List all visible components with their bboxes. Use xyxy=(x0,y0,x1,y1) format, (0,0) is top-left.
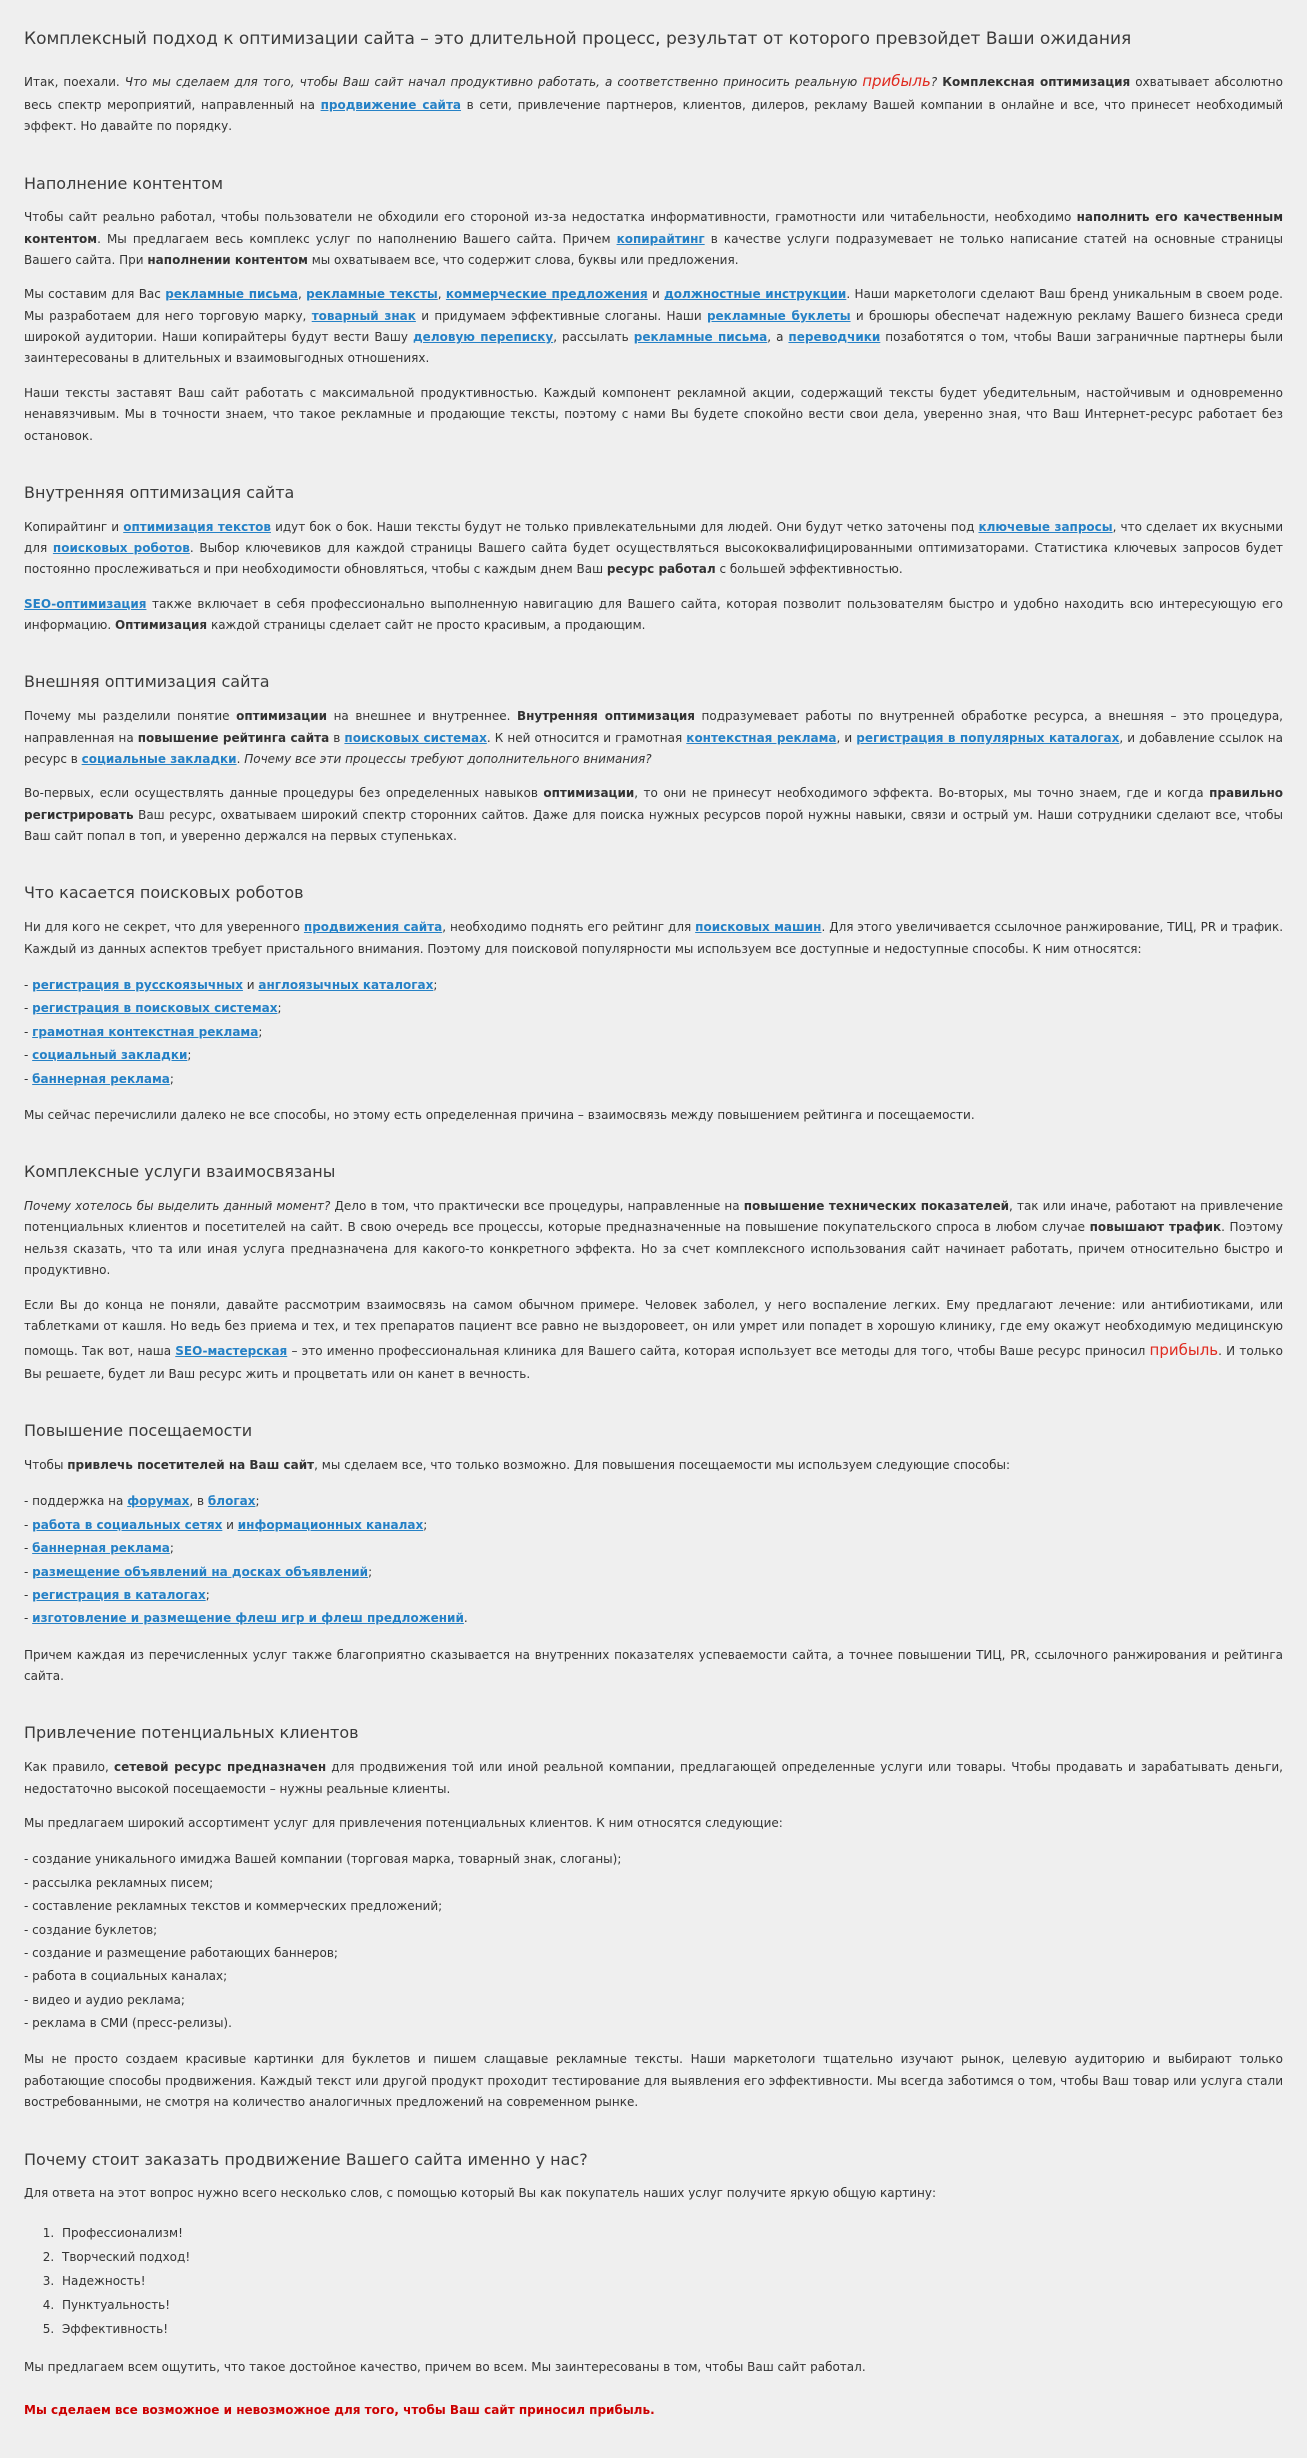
list-item: - создание уникального имиджа Вашей компании (торговая марка, товарный знак, слоганы); xyxy=(24,1852,622,1867)
text-link[interactable]: поисковых роботов xyxy=(52,541,190,556)
text-segment: ; xyxy=(205,1587,210,1602)
list-item: - поддержка на форумах, в блогах; xyxy=(24,1494,260,1509)
text-link[interactable]: деловую переписку xyxy=(412,330,554,345)
text-segment: Мы не просто создаем красивые картинки для буклетов и пишем слащавые рекламные тексты. Наши маркетологи тщательно изучают рынок, целевую аудиторию и выбирают только работающие способы продвижения. Каждый текст или другой продукт проходит тестирование для выявления его эффективности. Мы всегда заботимся о том, чтобы Ваш товар или услуга стали востребованными, не смотря на количество аналогичных предложений на современном рынке. xyxy=(24,2052,1283,2110)
list-item: - работа в социальных сетях и информационных каналах; xyxy=(24,1517,428,1532)
list-item: - работа в социальных каналах; xyxy=(24,1969,228,1984)
text-link[interactable]: информационных каналах xyxy=(237,1517,424,1532)
paragraph xyxy=(24,917,1283,960)
section-heading: Повышение посещаемости xyxy=(24,1421,253,1441)
numbered-list-item: 5. Эффективность! xyxy=(58,2317,1283,2341)
text-segment: каждой страницы сделает сайт не просто красивым, а продающим. xyxy=(207,618,646,633)
text-link[interactable]: коммерческие предложения xyxy=(445,287,648,302)
paragraph xyxy=(24,594,1283,637)
text-segment: с большей эффективностью. xyxy=(715,562,903,577)
text-link[interactable]: оптимизация текстов xyxy=(123,519,271,534)
text-segment: ; xyxy=(258,1024,263,1039)
section xyxy=(24,883,1283,1126)
text-link[interactable]: продвижения сайта xyxy=(303,920,443,935)
b-text-segment: повышение технических показателей xyxy=(743,1199,1010,1214)
text-segment: . Для этого увеличивается ссылочное ранжирование, ТИЦ, PR и трафик. Каждый из данных аспектов требует пристального внимания. Поэтому для поисковой популярности мы используем все доступные и недоступные способы. К ним относятся: xyxy=(24,920,1284,956)
text-segment: для продвижения той или иной реальной компании, предлагающей определенные услуги или товары. Чтобы продавать и зарабатывать деньги, недостаточно высокой посещаемости – нужны реальные клиенты. xyxy=(24,1760,1283,1796)
numbered-list-item: 1. Профессионализм! xyxy=(58,2221,1283,2245)
text-segment: ; xyxy=(368,1564,373,1579)
text-link[interactable]: регистрация в популярных каталогах xyxy=(856,730,1120,745)
text-segment: в качестве услуги подразумевает не только написание статей на основные страницы Вашего сайта. При xyxy=(24,231,1283,268)
text-segment: Мы сейчас перечислили далеко не все способы, но этому есть определенная причина – взаимосвязь между повышением рейтинга и посещаемости. xyxy=(24,1107,975,1122)
text-segment: рассылка рекламных писем; xyxy=(32,1875,214,1890)
text-segment: Чтобы xyxy=(24,1458,68,1473)
text-segment: Ни для кого не секрет, что для уверенного xyxy=(24,920,304,935)
list-item: - баннерная реклама; xyxy=(24,1541,174,1556)
text-segment: , xyxy=(298,287,307,302)
text-link[interactable]: регистрация в русскоязычных xyxy=(32,977,243,992)
text-link[interactable]: изготовление и размещение флеш игр и флеш предложений xyxy=(32,1611,464,1626)
b-text-segment: Внутренняя оптимизация xyxy=(516,709,695,724)
text-segment: . И только Вы решаете, будет ли Ваш ресурс жить и процветать или он канет в вечность. xyxy=(24,1344,1283,1381)
i-text-segment: ? xyxy=(930,75,943,90)
paragraph xyxy=(24,2183,1283,2204)
text-segment: ; xyxy=(255,1494,260,1509)
text-segment: Для ответа на этот вопрос нужно всего несколько слов, с помощью который Вы как покупатель наших услуг получите яркую общую картину: xyxy=(24,2186,936,2201)
section xyxy=(24,68,1283,137)
text-segment: Итак, поехали. xyxy=(24,75,125,90)
text-segment: в сети, привлечение партнеров, клиентов, дилеров, рекламу Вашей компании в онлайне и все, что принесет необходимый эффект. Но давайте по порядку. xyxy=(24,97,1283,134)
text-segment: Копирайтинг и xyxy=(24,519,124,534)
text-segment: Чтобы сайт реально работал, чтобы пользователи не обходили его стороной из-за недостатка информативности, грамотности или читабельности, необходимо xyxy=(24,210,1077,225)
list-item: - составление рекламных текстов и коммерческих предложений; xyxy=(24,1899,443,1914)
text-segment: . Выбор ключевиков для каждой страницы Вашего сайта будет осуществляться высококвалифицированными оптимизаторами. Статистика ключевых запросов будет постоянно прослеживаться и при необходимости обновляться, чтобы с каждым днем Ваш xyxy=(24,541,1284,577)
text-segment: и xyxy=(647,287,665,302)
text-link[interactable]: социальные закладки xyxy=(81,752,237,766)
text-segment: , и добавление ссылок на ресурс в xyxy=(24,730,1284,766)
b-text-segment: оптимизации xyxy=(543,786,635,801)
text-segment: . Мы предлагаем весь комплекс услуг по наполнению Вашего сайта. Причем xyxy=(97,231,617,246)
big-red-text-segment: прибыль xyxy=(1149,1341,1219,1360)
text-link[interactable]: баннерная реклама xyxy=(32,1541,170,1556)
text-link[interactable]: поисковых системах xyxy=(344,730,487,745)
b-text-segment: сетевой ресурс предназначен xyxy=(113,1760,327,1775)
text-segment: создание уникального имиджа Вашей компании (торговая марка, товарный знак, слоганы); xyxy=(32,1852,622,1867)
text-link[interactable]: рекламные тексты xyxy=(306,287,438,302)
paragraph xyxy=(24,1455,1283,1476)
i-text-segment: Почему все эти процессы требуют дополнительного внимания? xyxy=(244,752,652,766)
text-segment: Дело в том, что практически все процедуры, направленные на xyxy=(330,1199,744,1214)
text-segment: идут бок о бок. Наши тексты будут не только привлекательными для людей. Они будут четко заточены под xyxy=(271,519,979,534)
list-item: - реклама в СМИ (пресс-релизы). xyxy=(24,2016,232,2031)
text-link[interactable]: регистрация в поисковых системах xyxy=(32,1001,278,1016)
b-text-segment: Комплексная оптимизация xyxy=(942,75,1131,90)
text-segment: Мы составим для Вас xyxy=(24,287,166,302)
text-segment: также включает в себя профессионально выполненную навигацию для Вашего сайта, которая позволит пользователям быстро и удобно находить всю интересующую его информацию. xyxy=(24,596,1283,633)
numbered-list-item: 2. Творческий подход! xyxy=(58,2245,1283,2269)
section xyxy=(24,1421,1283,1687)
article xyxy=(12,0,1295,2458)
paragraph xyxy=(24,1295,1283,1386)
text-segment: . Поэтому нельзя сказать, что та или иная услуга предназначена для какого-то конкретного эффекта. Но за счет комплексного использования сайт начинает работать, причем относительно быстро и продуктивно. xyxy=(24,1220,1283,1278)
text-link[interactable]: рекламные письма xyxy=(165,287,298,302)
numbered-list xyxy=(24,2221,1283,2341)
paragraph xyxy=(24,706,1283,770)
text-link[interactable]: копирайтинг xyxy=(616,231,705,246)
text-segment: подразумевает работы по внутренней обработке ресурса, а внешняя – это процедура, направленная на xyxy=(24,709,1283,745)
text-link[interactable]: должностные инструкции xyxy=(664,287,847,302)
section xyxy=(24,2150,1283,2422)
text-segment: видео и аудио реклама; xyxy=(32,1992,185,2007)
text-segment: , то они не принесут необходимого эффекта. Во-вторых, мы точно знаем, где и когда xyxy=(634,786,1210,801)
text-link[interactable]: рекламные письма xyxy=(633,330,768,345)
text-link[interactable]: размещение объявлений на досках объявлений xyxy=(32,1564,369,1579)
section xyxy=(24,672,1283,847)
list-item: - регистрация в каталогах; xyxy=(24,1587,210,1602)
b-text-segment: повышают трафик xyxy=(1089,1220,1222,1235)
text-segment: , в xyxy=(189,1494,208,1509)
list-item: - баннерная реклама; xyxy=(24,1071,174,1086)
text-segment: . xyxy=(236,752,245,766)
b-text-segment: Оптимизация xyxy=(114,618,208,633)
text-segment: Наши тексты заставят Ваш сайт работать с максимальной продуктивностью. Каждый компонент рекламной акции, содержащий тексты будет убедительным, настойчивым и одновременно ненавязчивым. Мы в точности знаем, что такое рекламные и продающие тексты, поэтому с нами Вы будете спокойно вести свои дела, уверенно зная, что Ваш Интернет-ресурс работает без остановок. xyxy=(24,385,1283,443)
section xyxy=(24,1723,1283,2113)
list-item: - создание буклетов; xyxy=(24,1922,158,1937)
text-segment: Мы сделаем все возможное и невозможное для того, чтобы Ваш сайт приносил прибыль. xyxy=(24,2403,655,2418)
text-segment: , а xyxy=(767,330,789,345)
text-segment: Почему мы разделили понятие xyxy=(24,709,237,724)
paragraph xyxy=(24,1196,1283,1281)
sections-container xyxy=(24,68,1283,2421)
text-segment: мы охватываем все, что содержит слова, буквы или предложения. xyxy=(307,253,739,268)
text-link[interactable]: ключевые запросы xyxy=(978,519,1113,534)
section xyxy=(24,174,1283,447)
text-link[interactable]: поисковых машин xyxy=(695,920,822,935)
text-segment: . Наши маркетологи сделают Ваш бренд уникальным в своем роде. Мы разработаем для него торговую марку, xyxy=(24,287,1283,323)
text-segment: . xyxy=(463,1611,468,1626)
section-heading: Внешняя оптимизация сайта xyxy=(24,672,270,692)
text-segment: , необходимо поднять его рейтинг для xyxy=(442,920,696,935)
text-segment: создание буклетов; xyxy=(32,1922,158,1937)
section-heading: Почему стоит заказать продвижение Вашего сайта именно у нас? xyxy=(24,2149,588,2169)
text-segment: , так или иначе, работают на привлечение потенциальных клиентов и посетителей на сайт. В свою очередь все процессы, которые предназначенные на повышение покупательского спроса в любом случае xyxy=(24,1199,1283,1235)
text-link[interactable]: переводчики xyxy=(788,330,881,345)
paragraph xyxy=(24,783,1283,847)
text-link[interactable]: баннерная реклама xyxy=(32,1071,170,1086)
paragraph xyxy=(24,1757,1283,1800)
text-segment: охватывает абсолютно весь спектр мероприятий, направленный на xyxy=(24,75,1283,112)
text-segment: , рассылать xyxy=(553,330,634,345)
text-segment: Как правило, xyxy=(24,1760,114,1775)
paragraph xyxy=(24,1813,1283,1834)
page-title: Комплексный подход к оптимизации сайта – это длительной процесс, результат от которого превзойдет Ваши ожидания xyxy=(24,29,1132,49)
b-text-segment: наполнить его качественным контентом xyxy=(24,210,1283,246)
text-segment: – это именно профессиональная клиника для Вашего сайта, которая использует все методы для того, чтобы Ваше ресурс приносил xyxy=(287,1344,1150,1359)
paragraph xyxy=(24,207,1283,271)
section-heading: Привлечение потенциальных клиентов xyxy=(24,1723,359,1743)
section-heading: Внутренняя оптимизация сайта xyxy=(24,482,295,502)
list-item: - грамотная контекстная реклама; xyxy=(24,1024,263,1039)
section-heading: Комплексные услуги взаимосвязаны xyxy=(24,1162,336,1182)
b-text-segment: ресурс работал xyxy=(606,562,716,577)
text-segment: ; xyxy=(169,1541,174,1556)
text-link[interactable]: SEO-оптимизация xyxy=(24,596,147,611)
paragraph xyxy=(24,2049,1283,2113)
text-link[interactable]: форумах xyxy=(127,1494,190,1509)
text-segment: , и xyxy=(836,730,857,745)
b-text-segment: правильно регистрировать xyxy=(24,786,1284,822)
text-segment: Если Вы до конца не поняли, давайте рассмотрим взаимосвязь на самом обычном примере. Человек заболел, у него воспаление легких. Ему предлагают лечение: или антибиотиками, или таблетками от кашля. Но ведь без приема и тех, и тех препаратов пациент все равно не выздоровеет, он или умрет или попадет в хорошую клинику, где ему окажут необходимую медицинскую помощь. Так вот, наша xyxy=(24,1297,1283,1359)
text-link[interactable]: блогах xyxy=(207,1494,256,1509)
text-link[interactable]: англоязычных каталогах xyxy=(258,977,434,992)
big-red-i-text-segment: прибыль xyxy=(862,72,931,91)
list-item: - изготовление и размещение флеш игр и флеш предложений. xyxy=(24,1611,468,1626)
text-segment: Мы предлагаем широкий ассортимент услуг для привлечения потенциальных клиентов. К ним относятся следующие: xyxy=(24,1816,783,1830)
paragraph xyxy=(24,68,1283,137)
text-segment: ; xyxy=(169,1071,174,1086)
text-segment: Причем каждая из перечисленных услуг также благоприятно сказывается на внутренних показателях успеваемости сайта, а точнее повышении ТИЦ, PR, ссылочного ранжирования и рейтинга сайта. xyxy=(24,1647,1283,1684)
section-heading: Что касается поисковых роботов xyxy=(24,883,304,903)
text-segment: Мы предлагаем всем ощутить, что такое достойное качество, причем во всем. Мы заинтересованы в том, чтобы Ваш сайт работал. xyxy=(24,2359,866,2374)
paragraph xyxy=(24,2357,1283,2378)
paragraph xyxy=(24,284,1283,369)
list-item: - регистрация в поисковых системах; xyxy=(24,1001,282,1016)
text-segment: Во-первых, если осуществлять данные процедуры без определенных навыков xyxy=(24,786,544,801)
text-link[interactable]: регистрация в каталогах xyxy=(32,1587,206,1602)
list-item: - создание и размещение работающих баннеров; xyxy=(24,1945,338,1960)
text-segment: ; xyxy=(433,977,438,992)
text-segment: Ваш ресурс, охватываем широкий спектр сторонних сайтов. Даже для поиска нужных ресурсов порой нужны навыки, связи и острый ум. Наши сотрудники сделают все, чтобы Ваш сайт попал в топ, и уверенно держался на первых ступеньках. xyxy=(24,807,1283,844)
text-link[interactable]: рекламные буклеты xyxy=(706,308,851,323)
list-item: - размещение объявлений на досках объявлений; xyxy=(24,1564,373,1579)
list-item: - видео и аудио реклама; xyxy=(24,1992,185,2007)
section-heading: Наполнение контентом xyxy=(24,173,224,193)
text-link[interactable]: работа в социальных сетях xyxy=(32,1517,223,1532)
text-link[interactable]: контекстная реклама xyxy=(686,730,837,745)
text-segment: работа в социальных каналах; xyxy=(32,1969,228,1984)
text-link[interactable]: товарный знак xyxy=(311,308,416,323)
numbered-list-item: 3. Надежность! xyxy=(58,2269,1283,2293)
text-segment: ; xyxy=(423,1517,428,1532)
text-link[interactable]: социальный закладки xyxy=(32,1048,188,1063)
text-segment: реклама в СМИ (пресс-релизы). xyxy=(32,2016,232,2031)
list-item: - рассылка рекламных писем; xyxy=(24,1875,214,1890)
b-text-segment: повышение рейтинга сайта xyxy=(137,730,330,745)
text-segment: позаботятся о том, чтобы Ваши заграничные партнеры были заинтересованы в длительных и взаимовыгодных отношениях. xyxy=(24,330,1284,366)
text-link[interactable]: грамотная контекстная реклама xyxy=(32,1024,259,1039)
dash-list xyxy=(24,974,1283,1091)
text-segment: и xyxy=(222,1517,238,1532)
b-text-segment: привлечь посетителей на Ваш сайт xyxy=(67,1458,315,1473)
paragraph xyxy=(24,1105,1283,1126)
dash-list xyxy=(24,1848,1283,2035)
section xyxy=(24,483,1283,637)
paragraph xyxy=(24,1645,1283,1688)
text-link[interactable]: SEO-мастерская xyxy=(175,1344,288,1359)
text-segment: , что сделает их вкусными для xyxy=(24,519,1283,556)
text-segment: и брошюры обеспечат надежную рекламу Вашего бизнеса среди широкой аудитории. Наши копирайтеры будут вести Вашу xyxy=(24,308,1284,345)
text-segment: поддержка на xyxy=(32,1494,128,1509)
i-text-segment: Что мы сделаем для того, чтобы Ваш сайт начал продуктивно работать, а соответственно приносить реальную xyxy=(124,75,863,90)
b-text-segment: оптимизации xyxy=(236,709,328,724)
b-text-segment: наполнении контентом xyxy=(147,253,308,268)
list-item: - регистрация в русскоязычных и англоязычных каталогах; xyxy=(24,977,438,992)
text-segment: , мы сделаем все, что только возможно. Для повышения посещаемости мы используем следующие способы: xyxy=(314,1458,1011,1473)
section xyxy=(24,1162,1283,1385)
i-text-segment: Почему хотелось бы выделить данный момент? xyxy=(24,1199,331,1214)
footer-red-text xyxy=(24,2400,1283,2421)
text-segment: и придумаем эффективные слоганы. Наши xyxy=(415,308,707,323)
text-segment: , xyxy=(437,287,446,302)
text-segment: . К ней относится и грамотная xyxy=(486,730,687,745)
paragraph xyxy=(24,383,1283,447)
text-segment: и xyxy=(242,977,259,992)
numbered-list-item: 4. Пунктуальность! xyxy=(58,2293,1283,2317)
list-item: - социальный закладки; xyxy=(24,1048,192,1063)
text-segment: создание и размещение работающих баннеров; xyxy=(32,1945,338,1960)
paragraph xyxy=(24,517,1283,581)
text-segment: на внешнее и внутреннее. xyxy=(327,709,517,724)
text-segment: составление рекламных текстов и коммерческих предложений; xyxy=(32,1899,443,1914)
text-segment: в xyxy=(329,730,345,745)
text-segment: ; xyxy=(277,1001,282,1016)
text-link[interactable]: продвижение сайта xyxy=(320,97,462,112)
dash-list xyxy=(24,1490,1283,1630)
text-segment: ; xyxy=(187,1048,192,1063)
